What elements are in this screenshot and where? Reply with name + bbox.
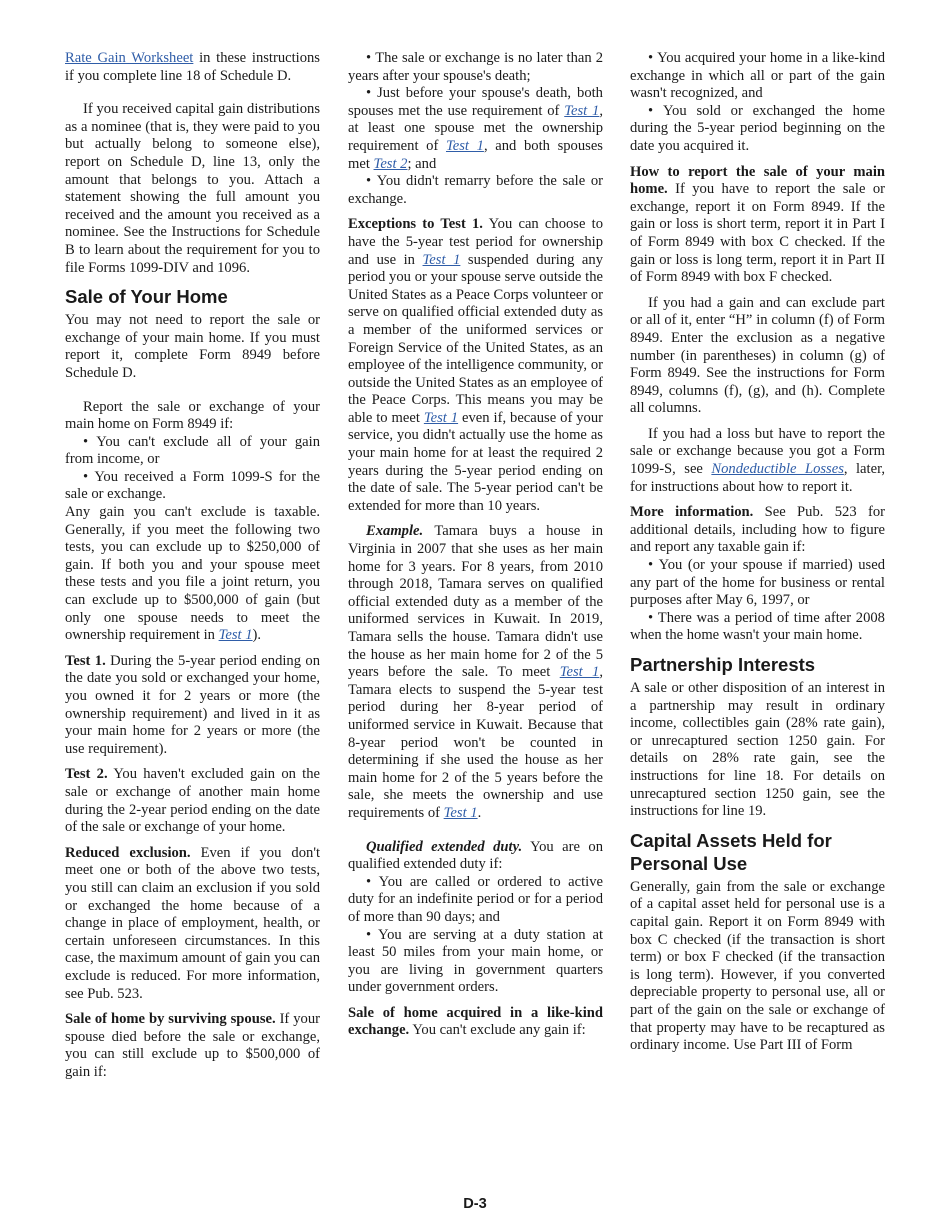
paragraph — [65, 504, 320, 645]
run-in-heading: Exceptions to Test 1. — [348, 216, 483, 233]
bullet-item: • You acquired your home in a like-kind exchange in which all or part of the gain wasn't recognized, and — [630, 50, 885, 103]
page-number: D-3 — [463, 1196, 487, 1212]
text: , Tamara elects to suspend the 5-year test period during her 8-year period of uniformed service in Kuwait. Because that 8-year period won't be counted in determining if she used the house as her main home for 2 of the 5 years before the sale, she meets the ownership and use requirements of — [348, 664, 604, 821]
text: . — [477, 804, 482, 821]
bullet-item: • The sale or exchange is no later than 2 years after your spouse's death; — [348, 50, 603, 85]
test2-link[interactable]: Test 2 — [373, 155, 408, 172]
bullet-item — [348, 85, 603, 173]
bullet-item: • You sold or exchanged the home during the 5-year period beginning on the date you acquired it. — [630, 103, 885, 156]
text: , and both spouses met — [348, 137, 603, 172]
column-2 — [348, 50, 603, 1040]
run-in-heading: Test 2. — [65, 766, 108, 783]
text: You can choose to have the 5-year test period for ownership and use in — [348, 216, 603, 268]
bullet-item: • You are called or ordered to active duty for an indefinite period or for a period of more than 90 days; and — [348, 874, 603, 927]
test1-link[interactable]: Test 1 — [443, 804, 478, 821]
run-in-heading: Example. — [366, 523, 424, 540]
bullet-item: • You received a Form 1099-S for the sale or exchange. — [65, 469, 320, 504]
test1-link[interactable]: Test 1 — [559, 664, 600, 681]
text: , at least one spouse met the ownership requirement of — [348, 102, 604, 154]
text: You are on qualified extended duty if: — [348, 838, 604, 873]
test1-link[interactable]: Test 1 — [423, 409, 459, 426]
paragraph — [630, 164, 885, 287]
run-in-heading: Qualified extended duty. — [366, 838, 523, 855]
bullet-item: • There was a period of time after 2008 when the home wasn't your main home. — [630, 610, 885, 645]
paragraph — [348, 216, 603, 515]
text: During the 5-year period ending on the date you sold or exchanged your home, you owned it for 2 years or more (the ownership requirement) and lived in it as your main home for 2 years or more (the use requirement). — [65, 652, 320, 757]
paragraph: If you received capital gain distributions as a nominee (that is, they were paid to you but actually belong to someone else), report on Schedule D, line 13, only the amount that belongs to you. Attach a statement showing the full amount you received and the amount you received as a nominee. See the Instructions for Schedule B to learn about the requirement for you to file Forms 1099-DIV and 1096. — [65, 101, 320, 276]
text: , later, for instructions about how to report it. — [630, 461, 885, 495]
text: If your spouse died before the sale or exchange, you can still exclude up to $500,000 of gain if: — [65, 1011, 320, 1080]
paragraph — [65, 653, 320, 759]
paragraph: A sale or other disposition of an interest in a partnership may result in ordinary income, collectibles gain (28% rate gain), or unrecaptured section 1250 gain. For details on 28% rate gain, see the instructions for line 18. For details on unrecaptured section 1250 gain, see the instructions for line 19. — [630, 680, 885, 820]
column-3 — [630, 50, 885, 1055]
run-in-heading: How to report the sale of your main home. — [630, 163, 885, 198]
paragraph: You may not need to report the sale or exchange of your main home. If you must report it, complete Form 8949 before Schedule D. — [65, 312, 320, 381]
bullet-item: • You didn't remarry before the sale or exchange. — [348, 173, 603, 208]
text: ; and — [407, 155, 437, 172]
run-in-heading: Test 1. — [65, 652, 106, 669]
text: even if, because of your service, you didn't actually use the home as your main home for at least the required 2 years during the 5-year period ending on the date of sale. The 5-year period can't be extended for more than 10 years. — [348, 409, 604, 514]
run-in-heading: Sale of home acquired in a like-kind exchange. — [348, 1004, 603, 1039]
run-in-heading: More information. — [630, 504, 754, 521]
text: See Pub. 523 for additional details, including how to figure and report any taxable gain if: — [630, 504, 885, 556]
text: suspended during any period you or your spouse serve outside the United States as a Peace Corps volunteer or serve on qualified official extended duty as a member of the uniformed services or Foreign Service of the United States, as an employee of the intelligence community, or outside the United States as an employee of the Peace Corps. This means you may be able to meet — [348, 251, 603, 426]
rate-gain-worksheet-link[interactable]: Rate Gain Worksheet — [65, 50, 194, 66]
heading-sale-of-your-home: Sale of Your Home — [65, 286, 228, 308]
text: You can't exclude any gain if: — [409, 1022, 586, 1039]
heading-capital-assets: Capital Assets Held for Personal Use — [630, 829, 832, 874]
text: ). — [252, 627, 262, 644]
paragraph — [348, 523, 603, 822]
text: Even if you don't meet one or both of the above two tests, you still can claim an exclusion if you sold or exchanged the home because of a change in place of employment, health, or certain unforeseen circumstances. In this case, the maximum amount of gain you can exclude is reduced. For more information, see Pub. 523. — [65, 844, 320, 1002]
paragraph — [65, 50, 320, 85]
heading-partnership-interests: Partnership Interests — [630, 654, 816, 675]
paragraph — [65, 766, 320, 836]
paragraph: Generally, gain from the sale or exchange of a capital asset held for personal use is a capital gain. Report it on Form 8949 with box C checked (if the transaction is short term) or box F checked (if the transaction is long term). However, if you converted depreciable property to personal use, all or part of the gain on the sale or exchange of that property may have to be recaptured as ordinary income. Use Part III of Form — [630, 878, 885, 1054]
text: Tamara buys a house in Virginia in 2007 that she uses as her main home for 3 years. For 8 years, from 2010 through 2018, Tamara serves on qualified official extended duty as a member of the uniformed services in Kuwait. In 2019, Tamara sells the house. Tamara didn't use the house as her main home for 2 of the 5 years before the sale. To meet — [348, 523, 603, 681]
test1-link[interactable]: Test 1 — [445, 137, 484, 154]
test1-link[interactable]: Test 1 — [422, 251, 461, 268]
test1-link[interactable]: Test 1 — [564, 102, 600, 119]
paragraph — [348, 839, 603, 874]
paragraph — [630, 504, 885, 557]
text: If you had a loss but have to report the sale or exchange because you got a Form 1099-S, see — [630, 425, 885, 478]
test1-link[interactable]: Test 1 — [218, 627, 253, 644]
text: Just before your spouse's death, both spouses met the use requirement of — [348, 85, 603, 119]
text: You haven't excluded gain on the sale or exchange of another main home during the 2-year period ending on the date of the sale or exchange of your home. — [65, 766, 320, 836]
nondeductible-losses-link[interactable]: Nondeductible Losses — [711, 461, 844, 478]
paragraph — [630, 426, 885, 496]
text: Any gain you can't exclude is taxable. Generally, if you meet the following two tests, you can exclude up to $250,000 of gain. If both you and your spouse meet these tests and you file a joint return, you can exclude up to $500,000 of gain (but only one spouse needs to meet the ownership requirement in — [65, 504, 320, 644]
paragraph — [348, 1005, 603, 1040]
bullet-item: • You can't exclude all of your gain from income, or — [65, 434, 320, 469]
run-in-heading: Reduced exclusion. — [65, 844, 191, 861]
bullet-item: • You (or your spouse if married) used any part of the home for business or rental purposes after May 6, 1997, or — [630, 557, 885, 610]
paragraph: Report the sale or exchange of your main home on Form 8949 if: — [65, 398, 320, 433]
run-in-heading: Sale of home by surviving spouse. — [65, 1011, 276, 1028]
bullet-item: • You are serving at a duty station at least 50 miles from your main home, or you are living in government quarters under government orders. — [348, 927, 603, 997]
paragraph: If you had a gain and can exclude part or all of it, enter “H” in column (f) of Form 8949. Enter the exclusion as a negative number (in parentheses) in column (g) of Form 8949. See the instructions for Form 8949, columns (f), (g), and (h). Complete all columns. — [630, 294, 885, 417]
text: If you have to report the sale or exchange, report it on Form 8949. If the gain or loss is short term, report it in Part I of Form 8949 with box C checked. If the gain or loss is long term, report it in Part II of Form 8949 with box F checked. — [630, 181, 885, 286]
paragraph — [65, 845, 320, 1003]
paragraph — [65, 1011, 320, 1081]
column-1 — [65, 50, 320, 1081]
text: in these instructions if you complete line 18 of Schedule D. — [65, 50, 320, 84]
